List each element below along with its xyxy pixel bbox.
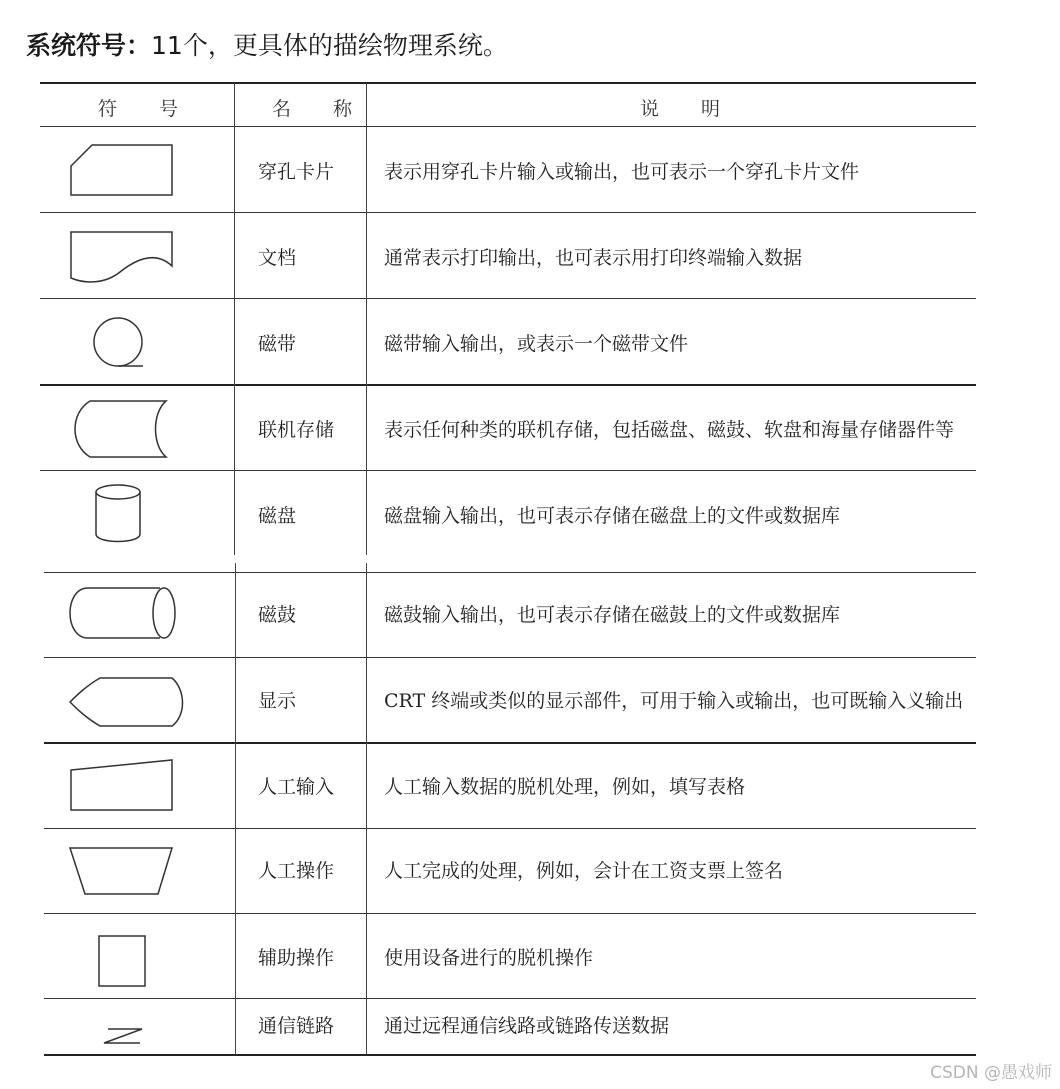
display-icon [60,670,190,734]
row-rule [44,572,976,573]
column-rule [234,83,235,555]
row-description: 表示用穿孔卡片输入或输出，也可表示一个穿孔卡片文件 [384,161,860,183]
row-rule [44,998,976,999]
row-rule [40,212,976,213]
row-description: CRT 终端或类似的显示部件，可用于输入或输出，也可既输入义输出 [384,690,964,712]
header-description: 说 明 [640,98,739,120]
table-bottom-rule [44,1054,976,1056]
communication-link-icon [90,1018,160,1052]
column-rule [235,563,236,1055]
row-description: 表示任何种类的联机存储，包括磁盘、磁鼓、软盘和海量存储器件等 [384,419,955,441]
row-description: 通常表示打印输出，也可表示用打印终端输入数据 [384,247,803,269]
row-name: 人工输入 [258,776,335,798]
row-name: 磁鼓 [258,604,297,626]
table-top-rule [40,82,976,84]
auxiliary-operation-icon [90,925,160,995]
row-name: 通信链路 [258,1015,335,1037]
row-rule [44,657,976,658]
row-name: 磁盘 [258,505,297,527]
row-rule [44,742,976,744]
row-description: 人工输入数据的脱机处理，例如，填写表格 [384,776,746,798]
row-description: 磁带输入输出，或表示一个磁带文件 [384,333,689,355]
row-name: 磁带 [258,333,297,355]
row-rule [40,470,976,471]
manual-input-icon [60,752,185,818]
header-name: 名 称 [272,98,371,120]
magnetic-drum-icon [60,582,185,648]
magnetic-tape-icon [80,308,160,378]
header-rule [40,126,976,127]
row-rule [44,913,976,914]
row-rule [40,298,976,299]
column-rule [366,83,367,555]
heading-bold: 系统符号： [26,31,152,60]
row-name: 联机存储 [258,419,335,441]
row-description: 磁鼓输入输出，也可表示存储在磁鼓上的文件或数据库 [384,604,841,626]
row-description: 通过远程通信线路或链路传送数据 [384,1015,670,1037]
row-description: 使用设备进行的脱机操作 [384,947,594,969]
online-storage-icon [60,393,180,463]
header-symbol: 符 号 [98,98,197,120]
row-description: 磁盘输入输出，也可表示存储在磁盘上的文件或数据库 [384,505,841,527]
column-rule [366,563,367,1055]
row-name: 穿孔卡片 [258,161,335,183]
heading-rest: 11个，更具体的描绘物理系统。 [151,31,508,60]
page-heading [26,26,508,62]
row-description: 人工完成的处理，例如，会计在工资支票上签名 [384,860,784,882]
watermark: CSDN @愚戏师 [930,1063,1052,1083]
manual-operation-icon [60,838,185,904]
row-name: 文档 [258,247,297,269]
row-name: 显示 [258,690,297,712]
punched-card-icon [60,135,180,205]
magnetic-disk-icon [90,482,150,552]
row-name: 人工操作 [258,860,335,882]
document-icon [60,222,180,292]
row-name: 辅助操作 [258,947,335,969]
row-rule [44,828,976,829]
row-rule [40,384,976,386]
